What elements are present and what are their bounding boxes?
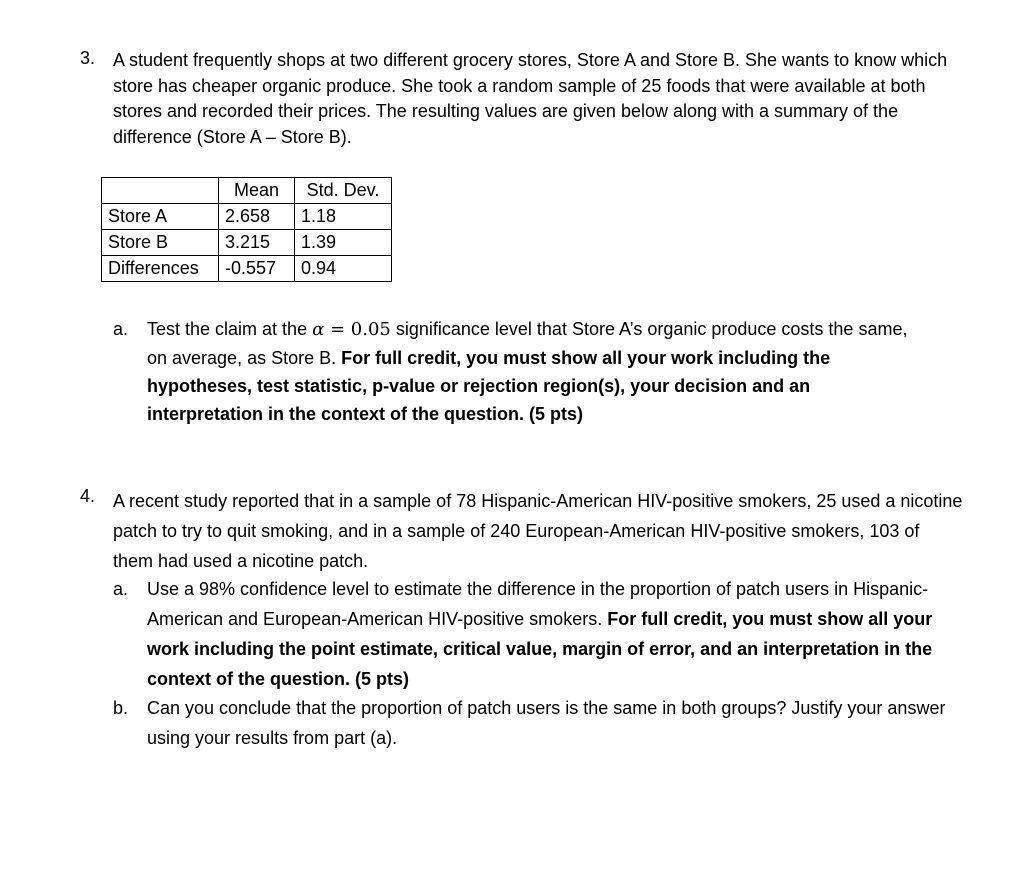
part-instructions: For full credit, you must show all your work including the hypotheses, test statistic, p-value or rejection region(s), your decision and an interpretation in the context of the question. (5 pts) — [147, 348, 831, 424]
alpha-symbol: α — [312, 319, 325, 340]
table-row — [102, 256, 392, 282]
part-text — [147, 574, 937, 694]
part-text-post: significance level that Store A’s organic produce costs the same, on average, as Store B. — [147, 319, 908, 368]
table-cell: Differences — [102, 256, 219, 282]
table-header-cell: Std. Dev. — [295, 178, 392, 204]
table-cell: 0.94 — [295, 256, 392, 282]
question-4-number: 4. — [80, 486, 96, 506]
part-label: b. — [113, 698, 129, 718]
part-text-main: Use a 98% confidence level to estimate the difference in the proportion of patch users in Hispanic-American and European-American HIV-positive smokers. — [147, 579, 929, 629]
part-text-pre: Test the claim at the — [147, 319, 313, 339]
table-cell: 1.18 — [295, 204, 392, 230]
part-text: Can you conclude that the proportion of patch users is the same in both groups? Justify your answer using your results from part (a). — [147, 698, 946, 748]
question-3-number: 3. — [80, 48, 96, 68]
table-cell: -0.557 — [219, 256, 295, 282]
part-instructions: For full credit, you must show all your work including the point estimate, critical value, margin of error, and an interpretation in the context of the question. (5 pts) — [147, 609, 933, 689]
table-cell: Store B — [102, 230, 219, 256]
summary-table — [101, 177, 392, 282]
table-row — [102, 204, 392, 230]
table-header-cell — [102, 178, 219, 204]
part-label: a. — [113, 579, 129, 599]
table-cell: 3.215 — [219, 230, 295, 256]
question-4-text: A recent study reported that in a sample of 78 Hispanic-American HIV-positive smokers, 25 used a nicotine patch to try to quit smoking, and in a sample of 240 European-American HIV-positive smokers, 103 of them had used a nicotine patch. — [113, 491, 963, 571]
part-label: a. — [113, 319, 129, 339]
part-text — [147, 315, 913, 428]
table-header-cell: Mean — [219, 178, 295, 204]
question-3-text: A student frequently shops at two different grocery stores, Store A and Store B. She wants to know which store has cheaper organic produce. She took a random sample of 25 foods that were available at both stores and recorded their prices. The resulting values are given below along with a summary of the difference (Store A – Store B). — [113, 50, 948, 148]
table-header-row — [102, 178, 392, 204]
alpha-value: 0.05 — [350, 319, 391, 340]
equals-sign: = — [324, 319, 351, 340]
table-cell: 1.39 — [295, 230, 392, 256]
table-cell: Store A — [102, 204, 219, 230]
table-row — [102, 230, 392, 256]
table-cell: 2.658 — [219, 204, 295, 230]
